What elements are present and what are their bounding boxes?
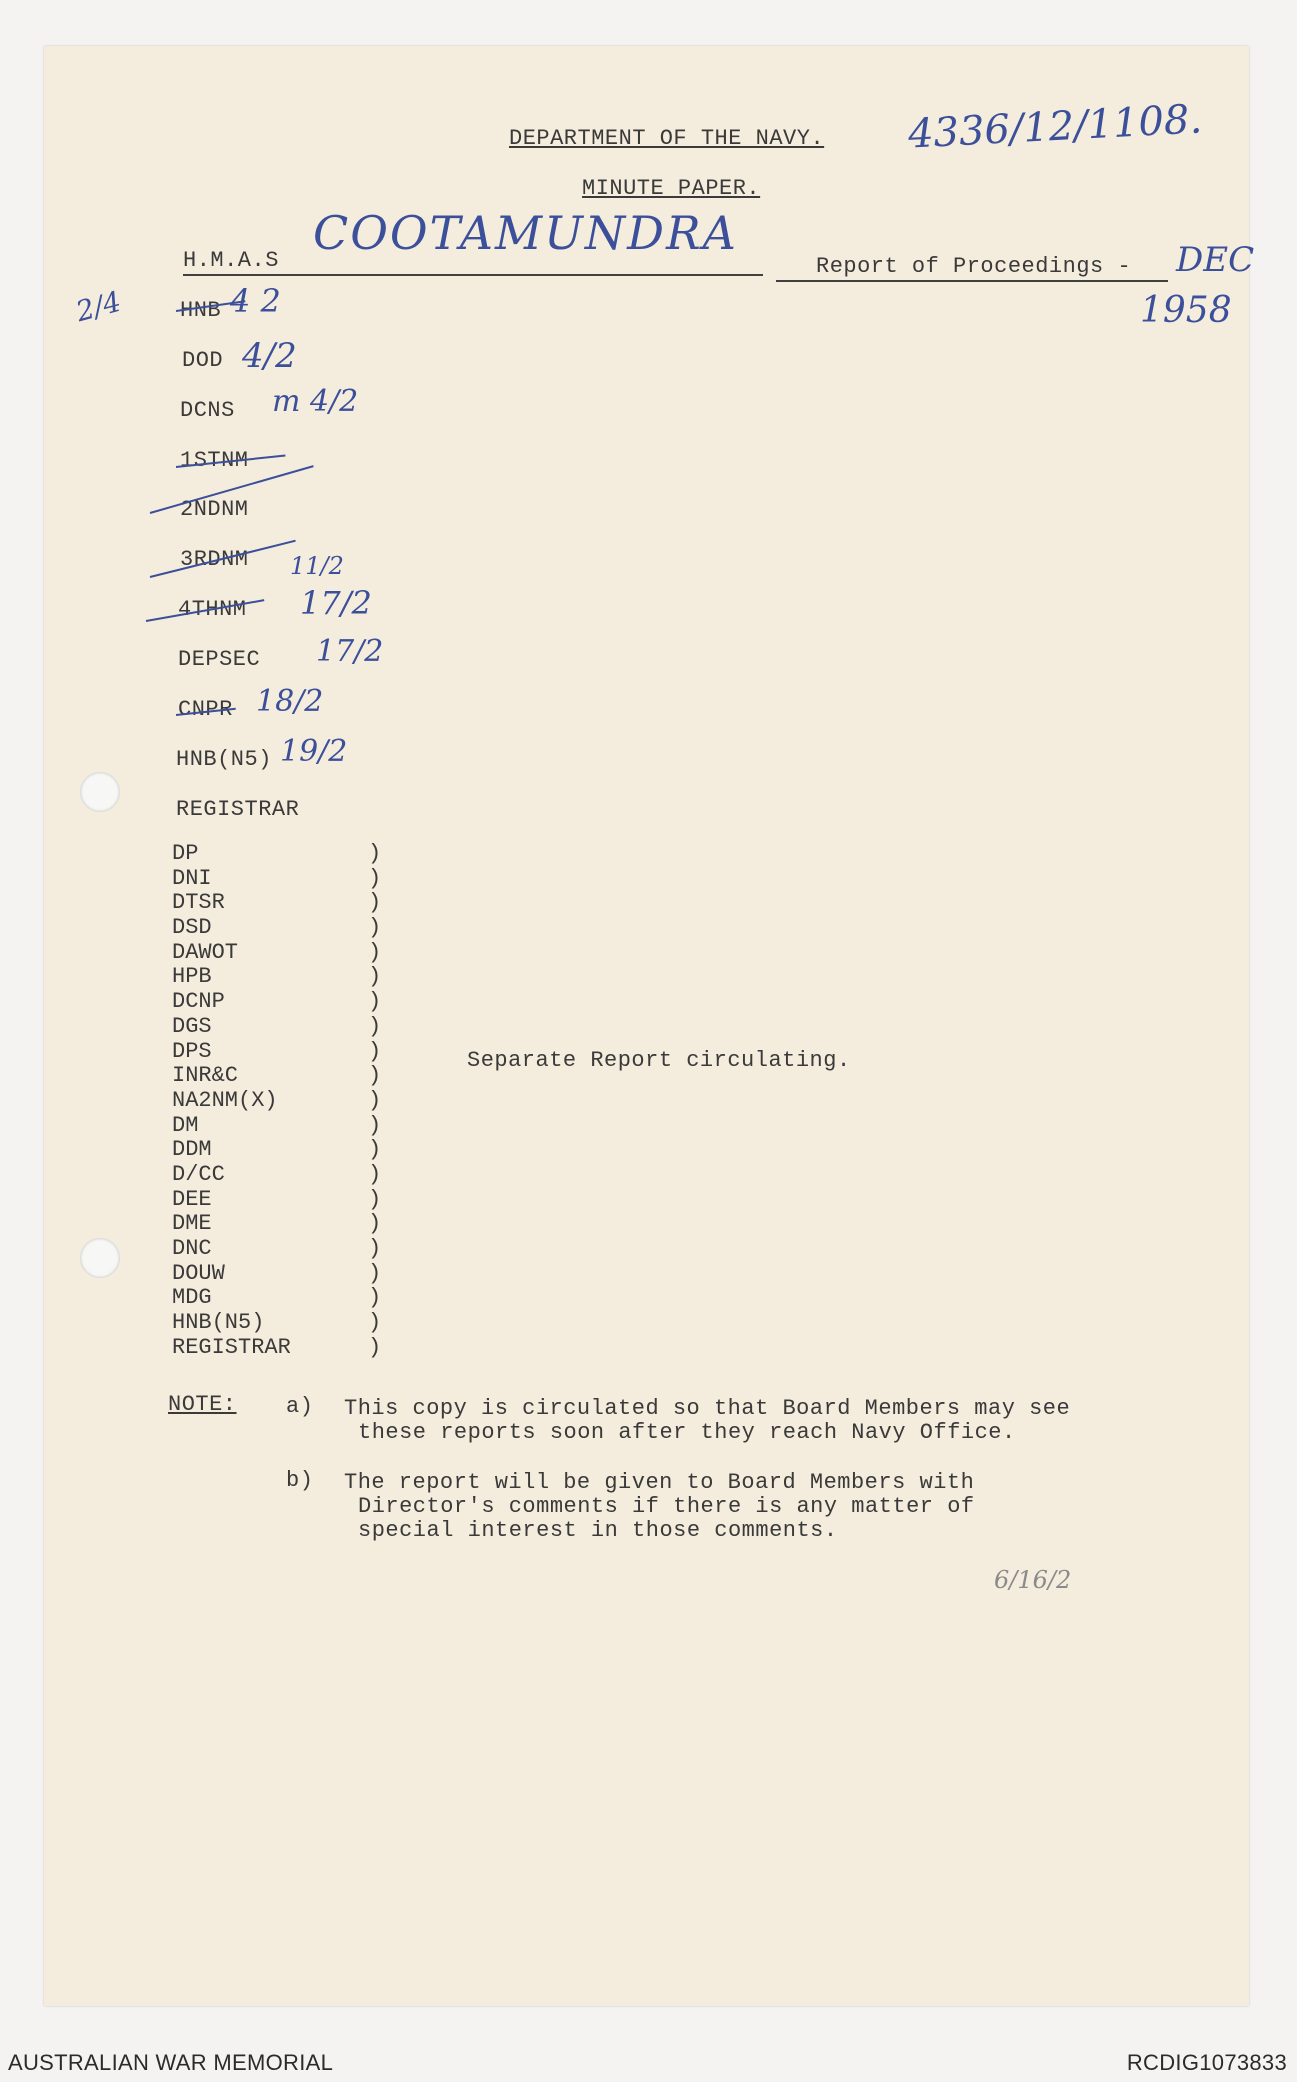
report-of-proceedings: Report of Proceedings - [816, 254, 1132, 279]
routing-4thnm-initials: 17/2 [300, 584, 372, 622]
routing-2ndnm: 2NDNM [180, 497, 249, 522]
routing-hnb-n5-initials: 19/2 [280, 734, 348, 769]
routing-hnb-n5: HNB(N5) [176, 747, 272, 772]
circulation-item: DTSR ) [172, 890, 382, 916]
routing-dcns-initials: m 4/2 [272, 384, 359, 419]
routing-registrar: REGISTRAR [176, 797, 300, 822]
routing-dod-initials: 4/2 [242, 336, 297, 376]
punch-hole-top [80, 772, 120, 812]
subject-underline-right [776, 280, 1168, 282]
circulation-list [172, 841, 382, 1360]
ship-prefix: H.M.A.S [183, 248, 279, 273]
circulation-item: DPS ) [172, 1038, 382, 1064]
circulation-item: REGISTRAR ) [172, 1334, 382, 1360]
circulation-item: DSD ) [172, 915, 382, 941]
circulation-item: DEE ) [172, 1186, 382, 1212]
circulation-item: DNI ) [172, 865, 382, 891]
note-a-key: a) [286, 1394, 314, 1419]
circulation-item: D/CC ) [172, 1161, 382, 1187]
file-number: 4336/12/1108. [906, 96, 1204, 158]
footer-left: AUSTRALIAN WAR MEMORIAL [8, 2050, 334, 2075]
report-month: DEC [1176, 240, 1255, 280]
routing-hnb-initials: 4 2 [230, 282, 281, 320]
circulation-item: DGS ) [172, 1013, 382, 1039]
subject-underline-left [183, 274, 763, 276]
separate-report-text: Separate Report circulating. [467, 1048, 851, 1073]
routing-cnpr: CNPR [178, 697, 233, 722]
circulation-item: INR&C ) [172, 1063, 382, 1089]
department-heading: DEPARTMENT OF THE NAVY. [509, 126, 825, 151]
margin-note: 2/4 [72, 284, 125, 329]
routing-hnb: HNB [180, 298, 222, 323]
circulation-item: DDM ) [172, 1137, 382, 1163]
pencil-date: 6/16/2 [994, 1566, 1072, 1594]
routing-dod: DOD [182, 348, 224, 373]
circulation-item: DCNP ) [172, 989, 382, 1015]
minute-paper-heading: MINUTE PAPER. [582, 176, 761, 201]
circulation-item: DM ) [172, 1112, 382, 1138]
routing-depsec: DEPSEC [178, 647, 261, 672]
note-b-key: b) [286, 1468, 314, 1493]
routing-dcns: DCNS [180, 398, 235, 423]
note-a-line1: This copy is circulated so that Board Members may see [344, 1396, 1071, 1421]
circulation-item: MDG ) [172, 1285, 382, 1311]
circulation-item: DNC ) [172, 1236, 382, 1261]
note-b-line3: special interest in those comments. [358, 1518, 838, 1543]
ship-name: COOTAMUNDRA [313, 206, 738, 260]
report-year: 1958 [1140, 290, 1232, 331]
note-b-line1: The report will be given to Board Members with [344, 1470, 975, 1495]
circulation-item: HNB(N5) ) [172, 1310, 382, 1336]
routing-3rdnm: 3RDNM [180, 547, 249, 572]
circulation-item: DOUW ) [172, 1260, 382, 1286]
note-b-line2: Director's comments if there is any matter of [358, 1494, 975, 1519]
footer-right: RCDIG1073833 [1126, 2050, 1287, 2075]
circulation-item: DME ) [172, 1211, 382, 1237]
routing-depsec-initials: 17/2 [316, 634, 384, 669]
circulation-item: DP ) [172, 841, 382, 866]
circulation-item: HPB ) [172, 964, 382, 990]
routing-1stnm: 1STNM [180, 448, 249, 473]
circulation-item: NA2NM(X) ) [172, 1087, 382, 1113]
note-label: NOTE: [168, 1392, 237, 1417]
routing-3rdnm-initials: 11/2 [290, 552, 344, 580]
routing-cnpr-initials: 18/2 [256, 684, 324, 719]
note-a-line2: these reports soon after they reach Navy Office. [358, 1420, 1016, 1445]
routing-4thnm: 4THNM [178, 597, 247, 622]
circulation-item: DAWOT ) [172, 939, 382, 965]
punch-hole-bottom [80, 1238, 120, 1278]
